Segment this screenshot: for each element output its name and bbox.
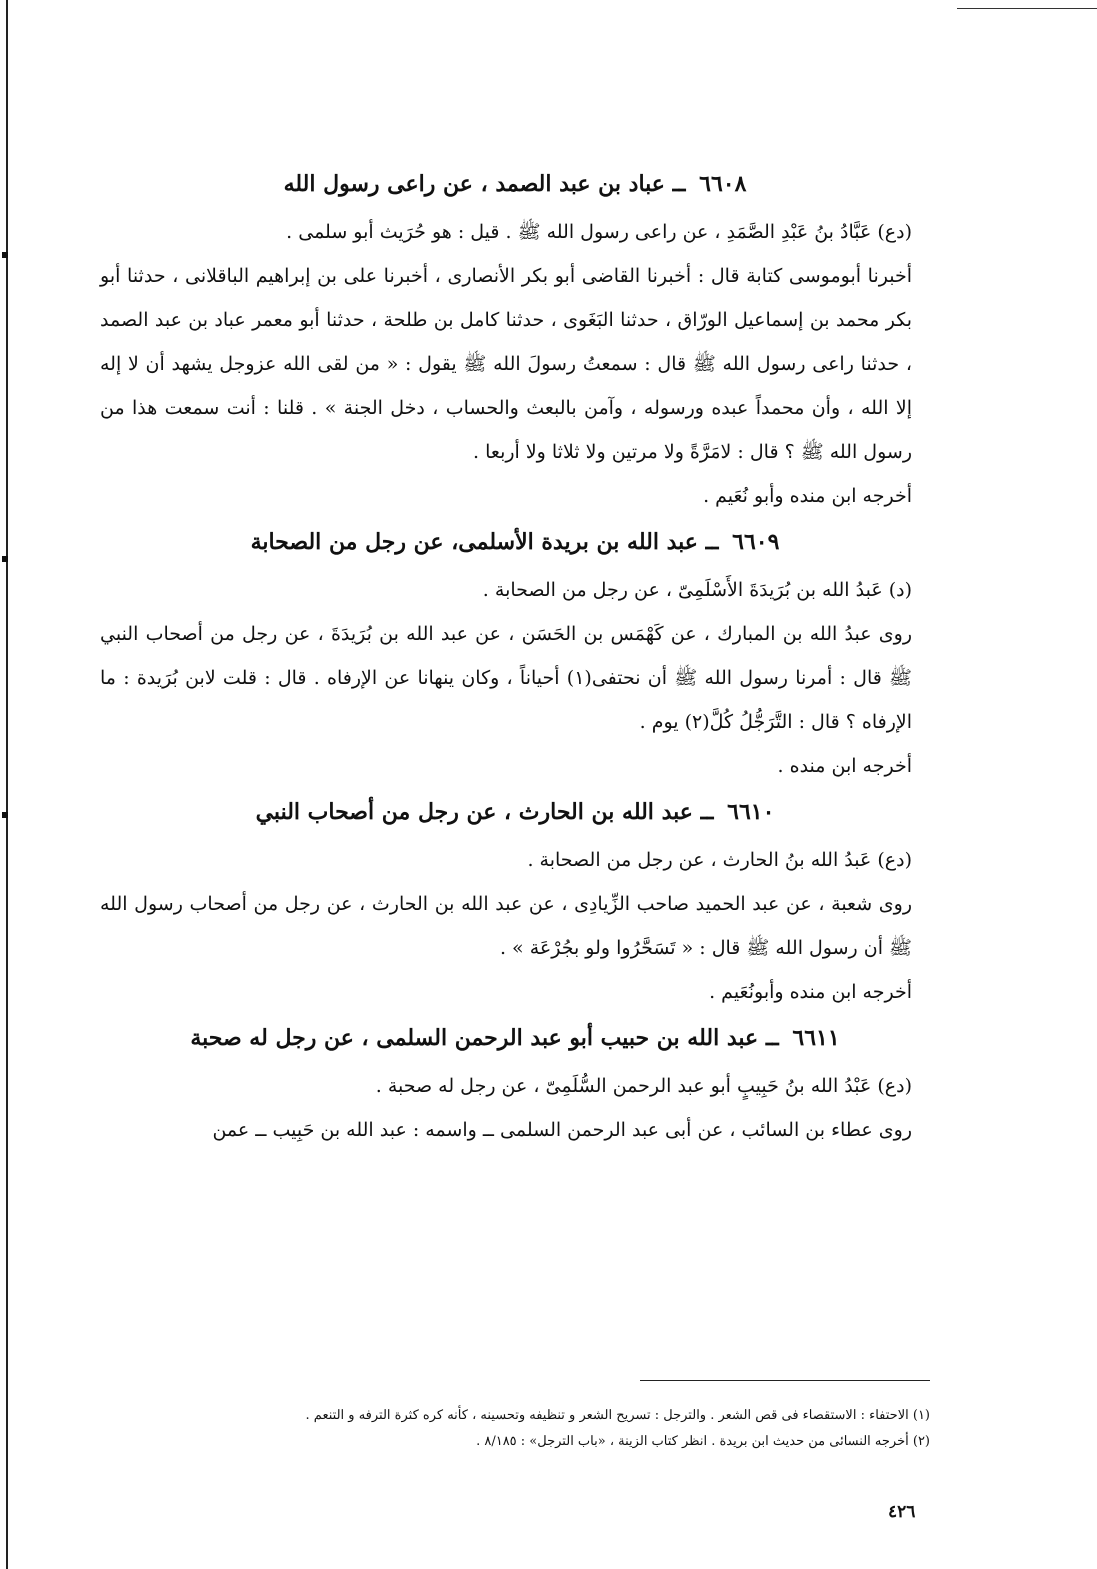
entry-paragraph: (دع) عَبَّادُ بنُ عَبْدِ الصَّمَدِ ، عن راعى رسول الله ﷺ . قيل : هو حُرَيث أبو سلمى .	[286, 221, 912, 243]
entry-dash: ــ	[672, 171, 686, 197]
entry-heading	[100, 794, 930, 830]
page-body	[100, 160, 930, 1152]
entry-paragraph: أخرجه ابن منده وأبو نُعَيم .	[703, 485, 912, 507]
entry-title: عبد الله بن حبيب أبو عبد الرحمن السلمى ، عن رجل له صحبة	[190, 1025, 759, 1051]
entry-paragraph: أخرجه ابن منده .	[777, 755, 912, 777]
entry-6608	[100, 166, 930, 518]
entry-6609	[100, 524, 930, 788]
entry-heading	[100, 524, 930, 560]
entry-6611	[100, 1020, 930, 1152]
entry-paragraph: روى عبدُ الله بن المبارك ، عن كَهْمَس بن الحَسَن ، عن عبد الله بن بُرَيدَةَ ، عن رجل من أصحاب النبي ﷺ قال : أمرنا رسول الله ﷺ أن نحتفى(١) أحياناً ، وكان ينهانا عن الإرفاه . قال : قلت لابن بُرَيدة : ما الإرفاه ؟ قال : التَّرَجُّلُ كُلَّ(٢) يوم .	[100, 623, 913, 733]
entry-title: عبد الله بن الحارث ، عن رجل من أصحاب النبي	[255, 799, 693, 825]
entry-paragraph: (دع) عَبْدُ الله بنُ حَبِيبٍ أبو عبد الرحمن السُّلَمِىّ ، عن رجل له صحبة .	[375, 1075, 912, 1097]
entry-title: عبد الله بن بريدة الأسلمى، عن رجل من الصحابة	[250, 529, 698, 555]
footnote: (١) الاحتفاء : الاستقصاء فى قص الشعر . والترجل : تسريح الشعر و تنظيفه وتحسينه ، كأنه كره كثرة الترفه و التنعم .	[305, 1408, 930, 1423]
footnote-rule	[640, 1380, 930, 1381]
footnote: (٢) أخرجه النسائى من حديث ابن بريدة . انظر كتاب الزينة ، «باب الترجل» : ٨/١٨٥ .	[476, 1434, 930, 1449]
scan-left-edge	[6, 0, 8, 1569]
entry-number: ٦٦١٠	[727, 799, 775, 825]
entry-paragraph: (د) عَبدُ الله بن بُرَيدَةَ الأَسْلَمِىّ ، عن رجل من الصحابة .	[482, 579, 912, 601]
page-number: ٤٢٦	[888, 1502, 916, 1522]
scan-top-rule	[957, 8, 1097, 9]
entry-paragraph: أخرجه ابن منده وأبونُعَيم .	[709, 981, 912, 1003]
scan-mark	[2, 556, 8, 562]
entry-title: عباد بن عبد الصمد ، عن راعى رسول الله	[283, 171, 665, 197]
entry-number: ٦٦٠٩	[732, 529, 780, 555]
entry-paragraph: روى عطاء بن السائب ، عن أبى عبد الرحمن السلمى ــ واسمه : عبد الله بن حَبِيب ــ عمن	[212, 1119, 912, 1141]
entry-heading	[100, 1020, 930, 1056]
entry-number: ٦٦٠٨	[699, 171, 747, 197]
entry-paragraph: روى شعبة ، عن عبد الحميد صاحب الزِّيادِى ، عن عبد الله بن الحارث ، عن رجل من أصحاب رسول الله ﷺ أن رسول الله ﷺ قال : « تَسَحَّرُوا ولو بجُرْعَة » .	[100, 893, 912, 959]
entry-dash: ــ	[700, 799, 714, 825]
entry-dash: ــ	[765, 1025, 779, 1051]
entry-number: ٦٦١١	[792, 1025, 840, 1051]
scan-mark	[2, 812, 8, 818]
scan-mark	[2, 252, 8, 258]
entry-heading	[100, 166, 930, 202]
entry-6610	[100, 794, 930, 1014]
entry-paragraph: أخبرنا أبوموسى كتابة قال : أخبرنا القاضى أبو بكر الأنصارى ، أخبرنا على بن إبراهيم الباقلانى ، حدثنا أبو بكر محمد بن إسماعيل الورّاق ، حدثنا البَغَوى ، حدثنا كامل بن طلحة ، حدثنا أبو معمر عباد بن عبد الصمد ، حدثنا راعى رسول الله ﷺ قال : سمعتُ رسولَ الله ﷺ يقول : « من لقى الله عزوجل يشهد أن لا إله إلا الله ، وأن محمداً عبده ورسوله ، وآمن بالبعث والحساب ، دخل الجنة » . قلنا : أنت سمعت هذا من رسول الله ﷺ ؟ قال : لامَرَّةً ولا مرتين ولا ثلاثا ولا أربعا .	[100, 265, 913, 463]
entry-paragraph: (دع) عَبدُ الله بنُ الحارث ، عن رجل من الصحابة .	[527, 849, 912, 871]
entry-dash: ــ	[705, 529, 719, 555]
footnotes	[100, 1380, 930, 1455]
